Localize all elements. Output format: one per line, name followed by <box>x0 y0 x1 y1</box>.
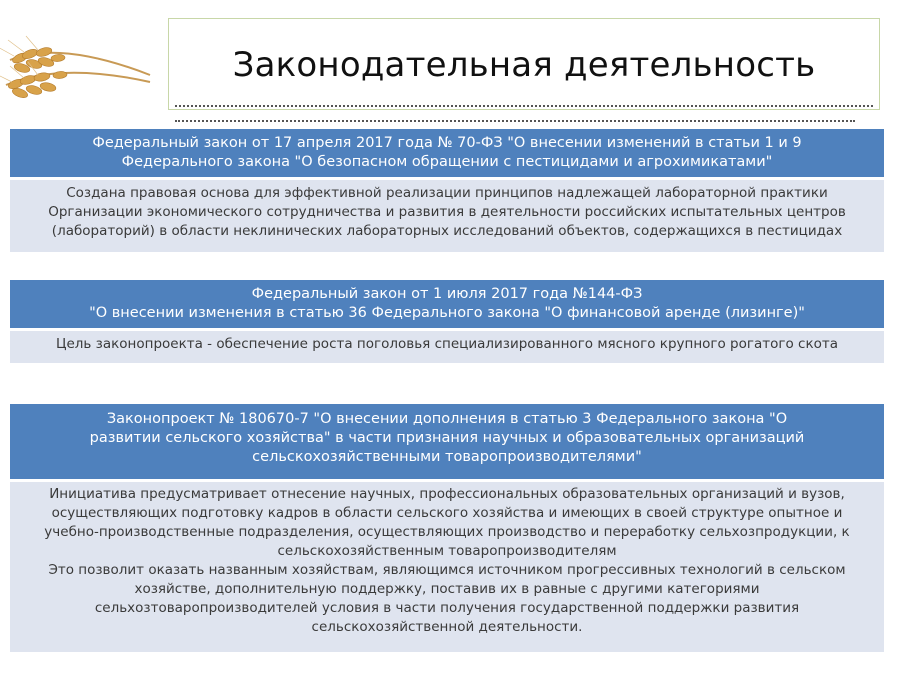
body-line: хозяйстве, дополнительную поддержку, поставив их в равные с другими категориями <box>134 581 760 597</box>
header-line: Федерального закона "О безопасном обращении с пестицидами и агрохимикатами" <box>121 154 773 170</box>
law-block-70fz <box>10 129 884 252</box>
block-header <box>10 280 884 328</box>
bill-block-180670-7 <box>10 404 884 652</box>
block-body <box>10 482 884 652</box>
block-header <box>10 404 884 479</box>
body-line: сельскохозяйственной деятельности. <box>311 619 583 635</box>
body-line: (лабораторий) в области неклинических лабораторных исследований объектов, содержащихся в пестицидах <box>51 223 843 239</box>
law-block-144fz <box>10 280 884 363</box>
header-line: Законопроект № 180670-7 "О внесении дополнения в статью 3 Федерального закона "О <box>106 411 788 427</box>
header-line: Федеральный закон от 17 апреля 2017 года № 70-ФЗ "О внесении изменений в статьи 1 и 9 <box>92 135 802 151</box>
block-body <box>10 331 884 363</box>
body-line: Инициатива предусматривает отнесение научных, профессиональных образовательных организаций и вузов, <box>49 486 845 502</box>
body-line: учебно-производственные подразделения, осуществляющих производство и переработку сельхозпродукции, к <box>44 524 850 540</box>
body-line: Это позволит оказать названным хозяйствам, являющимся источником прогрессивных технологий в сельском <box>48 562 846 578</box>
wheat-decoration <box>0 0 160 120</box>
header-line: сельскохозяйственными товаропроизводителями" <box>252 449 642 465</box>
header-line: Федеральный закон от 1 июля 2017 года №144-ФЗ <box>251 286 643 302</box>
body-line: Создана правовая основа для эффективной реализации принципов надлежащей лабораторной практики <box>66 185 828 201</box>
page-title: Законодательная деятельность <box>232 45 816 85</box>
body-line: сельхозтоваропроизводителей условия в части получения государственной поддержки развития <box>94 600 800 616</box>
body-line: Организации экономического сотрудничества и развития в деятельности российских испытательных центров <box>48 204 846 220</box>
title-box <box>168 18 880 110</box>
block-body <box>10 180 884 252</box>
dotted-divider <box>175 120 855 122</box>
body-line: сельскохозяйственным товаропроизводителям <box>277 543 617 559</box>
dotted-divider <box>175 105 873 107</box>
block-header <box>10 129 884 177</box>
body-line: Цель законопроекта - обеспечение роста поголовья специализированного мясного крупного рогатого скота <box>56 336 838 352</box>
header-line: развитии сельского хозяйства" в части признания научных и образовательных организаций <box>89 430 805 446</box>
body-line: осуществляющих подготовку кадров в области сельского хозяйства и имеющих в своей структуре опытное и <box>51 505 843 521</box>
header-line: "О внесении изменения в статью 36 Федерального закона "О финансовой аренде (лизинге)" <box>89 305 805 321</box>
